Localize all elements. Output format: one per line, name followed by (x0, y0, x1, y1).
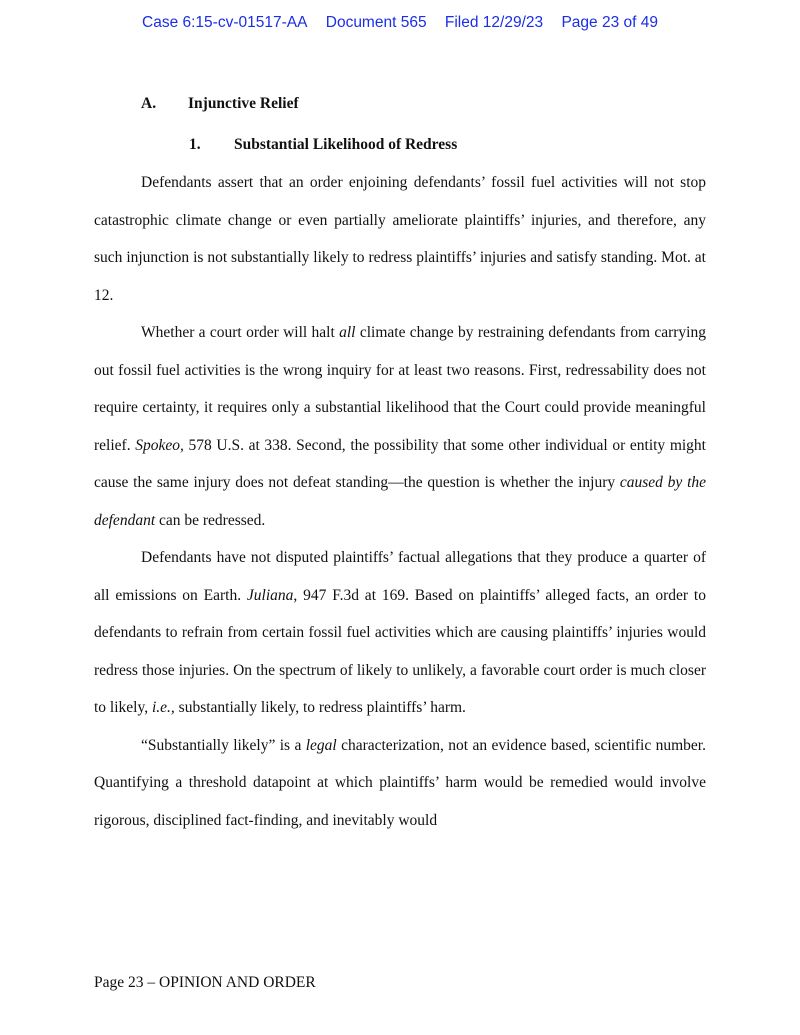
emphasis-legal: legal (305, 736, 337, 754)
filed-date: Filed 12/29/23 (444, 14, 544, 31)
document-number: Document 565 (325, 14, 427, 31)
paragraph-2-text-a: Whether a court order will halt (141, 324, 340, 341)
paragraph-2 (94, 314, 706, 539)
subsection-title: Substantial Likelihood of Redress (234, 136, 458, 153)
case-number: Case 6:15-cv-01517-AA (142, 14, 308, 31)
ecf-header-stamp (0, 14, 800, 32)
section-title: Injunctive Relief (188, 95, 299, 112)
paragraph-1: Defendants assert that an order enjoining defendants’ fossil fuel activities will not stop catastrophic climate change or even partially ameliorate plaintiffs’ injuries, and therefore, any such injunction is not substantially likely to redress plaintiffs’ injuries and satisfy standing. Mot. at 12. (94, 174, 706, 304)
paragraph-3-text-a: Defendants have not disputed plaintiffs’ factual allegations that they produce a quarter of all emissions on Earth. (94, 549, 706, 604)
subsection-heading (189, 134, 706, 156)
paragraph-3 (94, 539, 706, 727)
subsection-number: 1. (189, 136, 201, 153)
paragraph-4-text-a: “Substantially likely” is a (141, 736, 306, 754)
page-footer: Page 23 – OPINION AND ORDER (94, 974, 316, 991)
page-count: Page 23 of 49 (561, 14, 658, 31)
paragraph-2-text-e: 578 U.S. at 338. Second, the possibility that some other individual or entity might cause the same injury does not defeat standing—the question is whether the injury (94, 436, 706, 491)
paragraph-2-text-g: can be redressed. (155, 511, 266, 529)
section-heading (141, 93, 706, 115)
emphasis-all: all (339, 324, 356, 341)
paragraph-4 (94, 727, 706, 840)
citation-spokeo: Spokeo, (135, 436, 184, 454)
paragraph-3-text-e: substantially likely, to redress plaintiffs’ harm. (174, 699, 466, 716)
paragraph-4-text-c: characterization, not an evidence based, scientific number. Quantifying a threshold datapoint at which plaintiffs’ harm would be remedied would involve rigorous, disciplined fact-finding, and inevitably would (94, 736, 706, 829)
section-number: A. (141, 95, 157, 112)
citation-juliana: Juliana (246, 586, 294, 604)
emphasis-caused-by-defendant: caused by the defendant (94, 474, 706, 529)
body-text (94, 164, 706, 839)
emphasis-ie: i.e., (151, 699, 175, 716)
paragraph-2-text-c: climate change by restraining defendants from carrying out fossil fuel activities is the wrong inquiry for at least two reasons. First, redressability does not require certainty, it requires only a substantial likelihood that the Court could provide meaningful relief. (94, 324, 706, 454)
paragraph-3-text-c: , 947 F.3d at 169. Based on plaintiffs’ alleged facts, an order to defendants to refrain from certain fossil fuel activities which are causing plaintiffs’ injuries would redress those injuries. On the spectrum of likely to unlikely, a favorable court order is much closer to likely, (94, 586, 706, 716)
page-body (94, 93, 706, 839)
